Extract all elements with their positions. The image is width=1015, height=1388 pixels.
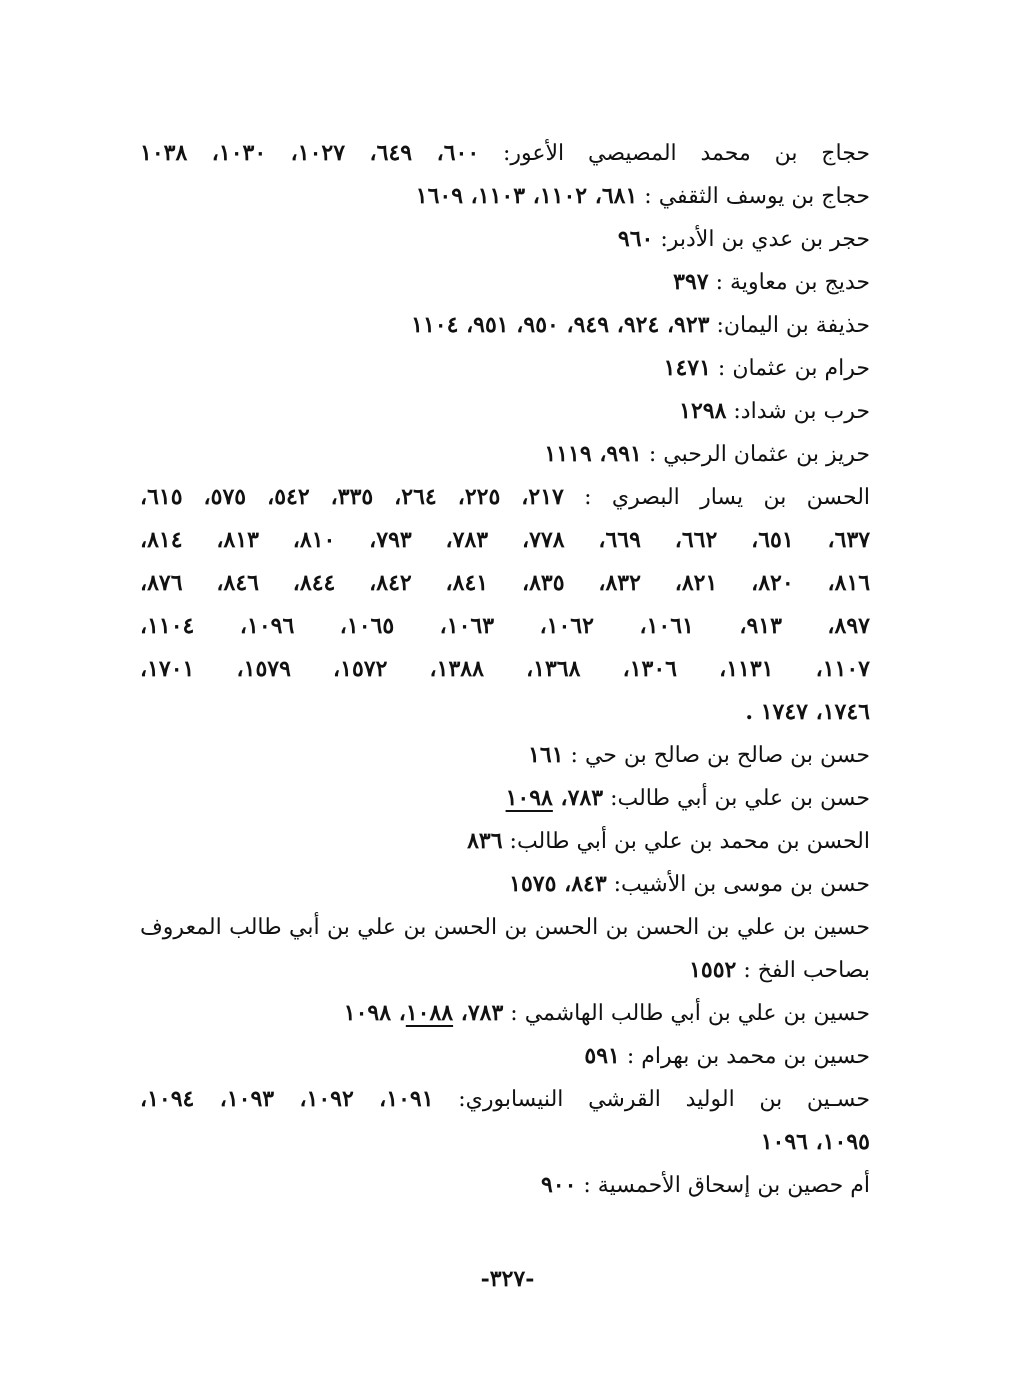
index-entry-continuation: ٦٣٧، ٦٥١، ٦٦٢، ٦٦٩، ٧٧٨، ٧٨٣، ٧٩٣، ٨١٠، ٨١٣، ٨١٤، bbox=[140, 527, 870, 553]
index-entry: حجاج بن يوسف الثقفي : ٦٨١، ١١٠٢، ١١٠٣، ١٦٠٩ bbox=[415, 183, 870, 209]
index-entry: حجاج بن محمد المصيصي الأعور: ٦٠٠، ٦٤٩، ١٠٢٧، ١٠٣٠، ١٠٣٨ bbox=[140, 140, 870, 166]
index-entry-continuation: ٨٩٧، ٩١٣، ١٠٦١، ١٠٦٢، ١٠٦٣، ١٠٦٥، ١٠٩٦، ١١٠٤، bbox=[140, 613, 870, 639]
page-number: -٣٢٧- bbox=[480, 1266, 535, 1292]
index-entry: حسين بن علي بن أبي طالب الهاشمي : ٧٨٣، ١٠٨٨، ١٠٩٨ bbox=[343, 1000, 870, 1026]
index-entry: حسين بن محمد بن بهرام : ٥٩١ bbox=[584, 1043, 870, 1069]
index-entry: أم حصين بن إسحاق الأحمسية : ٩٠٠ bbox=[540, 1172, 870, 1198]
index-entry-continuation: ٨١٦، ٨٢٠، ٨٢١، ٨٣٢، ٨٣٥، ٨٤١، ٨٤٢، ٨٤٤، ٨٤٦، ٨٧٦، bbox=[140, 570, 870, 596]
index-entry: حجر بن عدي بن الأدبر: ٩٦٠ bbox=[617, 226, 870, 252]
index-entry: الحسن بن محمد بن علي بن أبي طالب: ٨٣٦ bbox=[467, 828, 870, 854]
index-entry: حسن بن علي بن أبي طالب: ٧٨٣، ١٠٩٨ bbox=[505, 785, 870, 811]
index-entry: حرام بن عثمان : ١٤٧١ bbox=[663, 355, 870, 381]
index-entry: حسين بن علي بن الحسن بن الحسن بن الحسن بن علي بن أبي طالب المعروف bbox=[140, 915, 870, 940]
index-entry: حريز بن عثمان الرحبي : ٩٩١، ١١١٩ bbox=[544, 441, 870, 467]
underlined-reference: ١٠٨٨ bbox=[405, 1000, 454, 1026]
index-entry: حديج بن معاوية : ٣٩٧ bbox=[673, 269, 870, 295]
index-entry: حسن بن موسى بن الأشيب: ٨٤٣، ١٥٧٥ bbox=[509, 871, 870, 897]
index-entry: حرب بن شداد: ١٢٩٨ bbox=[679, 398, 870, 424]
index-entry: الحسن بن يسار البصري : ٢١٧، ٢٢٥، ٢٦٤، ٣٣٥، ٥٤٢، ٥٧٥، ٦١٥، bbox=[140, 484, 870, 510]
index-entry-continuation: ١١٠٧، ١١٣١، ١٣٠٦، ١٣٦٨، ١٣٨٨، ١٥٧٢، ١٥٧٩، ١٧٠١، bbox=[140, 656, 870, 682]
index-entries bbox=[140, 132, 870, 1207]
index-entry: حذيفة بن اليمان: ٩٢٣، ٩٢٤، ٩٤٩، ٩٥٠، ٩٥١، ١١٠٤ bbox=[411, 312, 870, 338]
index-entry-continuation: بصاحب الفخ : ١٥٥٢ bbox=[689, 957, 870, 983]
underlined-reference: ١٠٩٨ bbox=[505, 785, 553, 811]
index-entry-continuation: ١٠٩٥، ١٠٩٦ bbox=[760, 1129, 870, 1155]
index-entry: حسـين بن الوليد القرشي النيسابوري: ١٠٩١، ١٠٩٢، ١٠٩٣، ١٠٩٤، bbox=[140, 1086, 870, 1112]
index-entry: حسن بن صالح بن صالح بن حي : ١٦١ bbox=[528, 742, 870, 768]
index-entry-continuation: ١٧٤٦، ١٧٤٧ . bbox=[745, 699, 870, 725]
